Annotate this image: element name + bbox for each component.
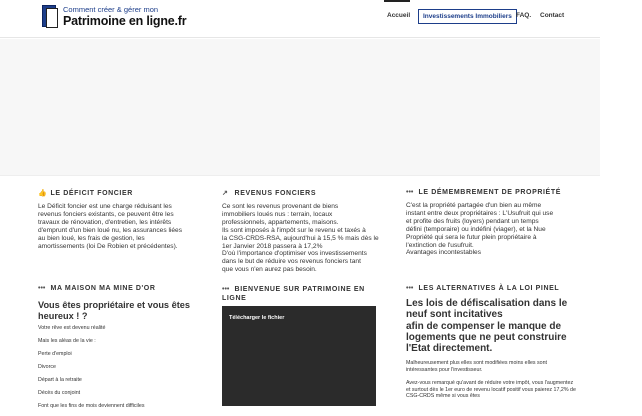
text-line: au bien loué, les frais de gestion, les xyxy=(38,234,145,242)
expand-icon: ↗ xyxy=(222,190,228,197)
text-line: défini (temporaire) ou indéfini (viager), et la Nue xyxy=(406,225,546,233)
text-line: Propriété qui sera le futur plein propriétaire à xyxy=(406,233,537,241)
dots-icon: ••• xyxy=(222,286,230,293)
text-line: professionnels, appartements, maisons. xyxy=(222,218,339,226)
list-item: Départ à la retraite xyxy=(38,377,82,384)
nav-investissements[interactable]: Investissements Immobiliers xyxy=(418,9,517,24)
section-revenus-fonciers xyxy=(222,189,392,274)
section-body xyxy=(406,202,576,257)
section-title: LE DÉMEMBREMENT DE PROPRIÉTÉ xyxy=(418,189,561,196)
text-line: travaux de rénovation, d'entretien, les intérêts xyxy=(38,218,172,226)
hero-banner xyxy=(0,39,600,176)
text-line: la CSG-CRDS-RSA, aujourd'hui à 15,5 % mais dès le xyxy=(222,234,379,242)
active-nav-indicator xyxy=(384,0,410,2)
logo-icon xyxy=(42,5,58,29)
text-line: Ils sont imposés à l'impôt sur le revenu et taxés à xyxy=(222,226,366,234)
text-line: Ce sont les revenus provenant de biens xyxy=(222,203,339,210)
text-line: instant entre deux propriétaires : L'Usufruit qui use xyxy=(406,209,554,217)
section-headline: Vous êtes propriétaire et vous êtes heureux ! ? xyxy=(38,300,190,321)
section-title: MA MAISON MA MINE D'OR xyxy=(50,285,156,292)
logo-tagline: Comment créer & gérer mon xyxy=(63,5,159,14)
list-item: Votre rêve est devenu réalité xyxy=(38,325,106,332)
list-item: Décès du conjoint xyxy=(38,390,81,397)
text-line: D'où l'importance d'optimiser vos investissements xyxy=(222,250,367,258)
text-line: d'emprunt d'un bien loué nu, les assurances liées xyxy=(38,226,183,234)
dots-icon: ••• xyxy=(38,285,46,292)
text-line: revenus fonciers existants, ce peuvent être les xyxy=(38,210,174,218)
document-viewer[interactable] xyxy=(222,306,376,406)
section-title: BIENVENUE SUR PATRIMOINE EN LIGNE xyxy=(222,286,365,302)
download-file-link[interactable]: Télécharger le fichier xyxy=(229,315,285,321)
text-line: C'est la propriété partagée d'un bien au même xyxy=(406,202,542,209)
section-subheadline: afin de compenser le manque de logements que ne peut construire l'Etat directement. xyxy=(406,321,567,354)
text-line: immobiliers loués nus : terrain, locaux xyxy=(222,210,333,218)
site-header xyxy=(0,0,600,38)
text-line: amortissements (loi De Robien et précédentes). xyxy=(38,242,178,250)
text-line: et profite des fruits (loyers) pendant un temps xyxy=(406,217,539,225)
section-body xyxy=(222,203,392,274)
section-demembrement xyxy=(406,189,576,257)
section-body xyxy=(38,203,208,250)
section-title: LE DÉFICIT FONCIER xyxy=(50,190,133,197)
list-item: Mais les aléas de la vie : xyxy=(38,338,96,345)
paragraph: Avez-vous remarqué qu'avant de réduire votre impôt, vous l'augmentez et surtout dès le 1er euro de revenu locatif positif vous paierez 17,2% de CSG-CRDS même si vous êtes xyxy=(406,380,576,400)
section-deficit-foncier xyxy=(38,189,208,250)
section-body xyxy=(406,360,576,400)
site-logo[interactable] xyxy=(42,5,642,33)
text-line: Le Déficit foncier est une charge réduisant les xyxy=(38,203,172,210)
section-list xyxy=(38,325,208,409)
section-alternatives-pinel xyxy=(406,285,576,407)
text-line: dans le but de réduire vos revenus fonciers tant xyxy=(222,258,361,266)
text-line: 1er Janvier 2018 passera à 17,2% xyxy=(222,242,323,250)
text-line: que vous n'en aurez pas besoin. xyxy=(222,266,317,274)
text-line: Avantages incontestables xyxy=(406,249,482,257)
section-ma-maison xyxy=(38,285,208,416)
dots-icon: ••• xyxy=(406,285,414,292)
list-item: Font que les fins de mois deviennent difficiles xyxy=(38,403,145,410)
nav-accueil[interactable]: Accueil xyxy=(387,12,411,19)
thumbs-up-icon: 👍 xyxy=(38,190,47,197)
section-title: LES ALTERNATIVES À LA LOI PINEL xyxy=(418,285,560,292)
section-title: REVENUS FONCIERS xyxy=(234,190,317,197)
nav-contact[interactable]: Contact xyxy=(540,12,565,19)
dots-icon: ••• xyxy=(406,189,414,196)
section-bienvenue xyxy=(222,285,372,303)
paragraph: Malheureusement plus elles sont modifiées moins elles sont intéressantes pour l'investisseur. xyxy=(406,360,548,373)
section-headline: Les lois de défiscalisation dans le neuf sont incitatives xyxy=(406,298,568,320)
list-item: Divorce xyxy=(38,364,56,371)
list-item: Perte d'emploi xyxy=(38,351,72,358)
logo-name: Patrimoine en ligne.fr xyxy=(63,14,187,28)
nav-faq[interactable]: FAQ. xyxy=(516,12,532,19)
text-line: l'extinction de l'usufruit. xyxy=(406,241,474,249)
